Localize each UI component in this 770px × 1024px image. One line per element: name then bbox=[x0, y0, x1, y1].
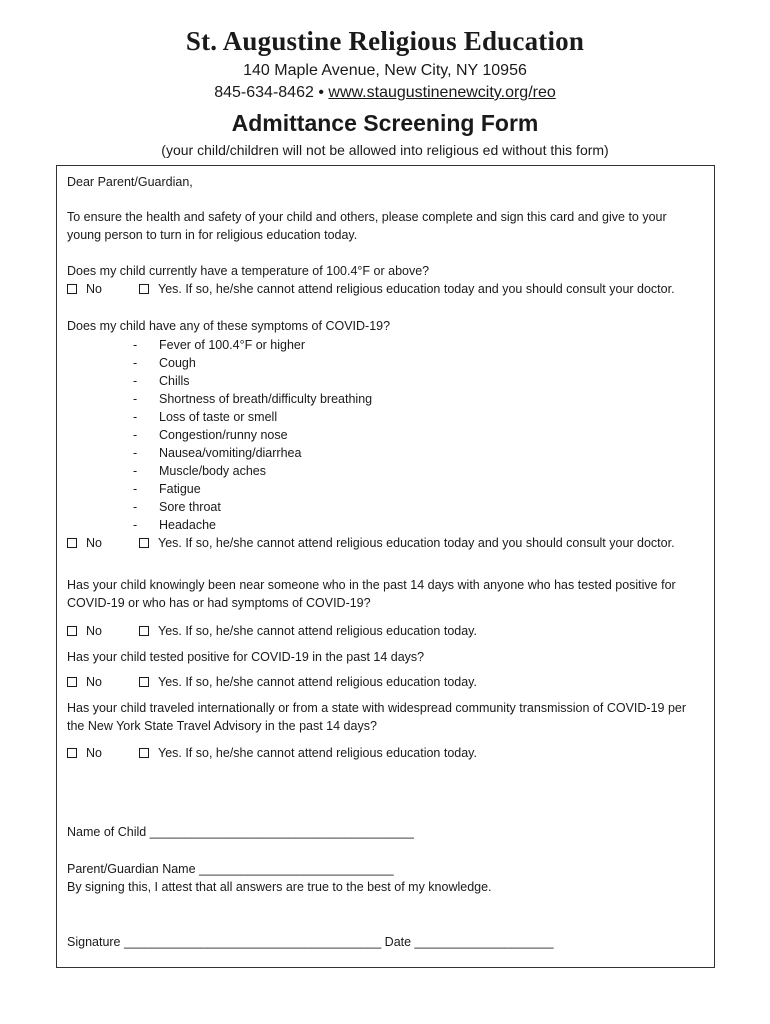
phone-number: 845-634-8462 bbox=[214, 84, 314, 101]
organization-title: St. Augustine Religious Education bbox=[185, 26, 585, 56]
website-link[interactable]: www.staugustinenewcity.org/reo bbox=[328, 84, 556, 101]
option-no-label: No bbox=[86, 624, 102, 638]
option-yes-label: Yes. If so, he/she cannot attend religious education today. bbox=[158, 675, 477, 689]
option-no-label: No bbox=[86, 675, 102, 689]
option-no[interactable] bbox=[67, 622, 102, 640]
option-yes-label: Yes. If so, he/she cannot attend religious education today. bbox=[158, 624, 477, 638]
question-temperature: Does my child currently have a temperature of 100.4°F or above? bbox=[67, 264, 430, 278]
intro-paragraph: To ensure the health and safety of your child and others, please complete and sign this card and give to your young person to turn in for religious education today. bbox=[67, 210, 667, 242]
option-yes[interactable] bbox=[139, 280, 675, 298]
checkbox-no-travel[interactable] bbox=[67, 748, 77, 758]
checkbox-yes-exposure[interactable] bbox=[139, 626, 149, 636]
separator-bullet: • bbox=[318, 84, 324, 101]
option-no-label: No bbox=[86, 282, 102, 296]
checkbox-no-exposure[interactable] bbox=[67, 626, 77, 636]
form-title: Admittance Screening Form bbox=[231, 110, 539, 136]
option-yes[interactable] bbox=[139, 744, 477, 762]
option-yes-label: Yes. If so, he/she cannot attend religious education today and you should consult your doctor. bbox=[158, 536, 675, 550]
address-line: 140 Maple Avenue, New City, NY 10956 bbox=[243, 62, 527, 79]
checkbox-yes-travel[interactable] bbox=[139, 748, 149, 758]
option-no[interactable] bbox=[67, 280, 102, 298]
checkbox-yes-tested-positive[interactable] bbox=[139, 677, 149, 687]
question-exposure: Has your child knowingly been near someone who in the past 14 days with anyone who has tested positive for COVID-19 or who has or had symptoms of COVID-19? bbox=[67, 578, 676, 610]
option-no-label: No bbox=[86, 536, 102, 550]
option-no[interactable] bbox=[67, 744, 102, 762]
checkbox-no-temperature[interactable] bbox=[67, 284, 77, 294]
option-yes-label: Yes. If so, he/she cannot attend religious education today. bbox=[158, 746, 477, 760]
form-header bbox=[0, 24, 770, 160]
question-tested-positive: Has your child tested positive for COVID-19 in the past 14 days? bbox=[67, 650, 425, 664]
child-name-field[interactable]: Name of Child ______________________________________ bbox=[67, 825, 414, 839]
option-no-label: No bbox=[86, 746, 102, 760]
guardian-name-field[interactable]: Parent/Guardian Name ____________________________ bbox=[67, 862, 394, 876]
option-yes[interactable] bbox=[139, 673, 477, 691]
option-no[interactable] bbox=[67, 673, 102, 691]
signature-date-field[interactable]: Signature _____________________________________ Date ____________________ bbox=[67, 935, 554, 949]
contact-line bbox=[0, 82, 770, 104]
form-body-frame: Dear Parent/Guardian, To ensure the health and safety of your child and others, please complete and sign this card and give to your young person to turn in for religious education today. Does my child currently have a temperature of 100.4°F or above? No Yes. If so, he/she cannot attend religious education today and you should consult your doctor. Does my child have any of these symptoms of COVID-19? - Fever of 100.4°F or higher - Cough - Chills - Shortness of breath/difficulty breathing - Loss of taste or smell - Congestion/runny nose - Nausea/vomiting/diarrhea - Muscle/body aches - Fatigue - Sore throat - Headache No Yes. If so, he/she cannot attend religious education today and you should consult your doctor. Has your child knowingly been near someone who in the past 14 days with anyone who has tested positive for COVID-19 or who has or had symptoms of COVID-19? No Yes. If so, he/she cannot attend religious education today. Has your child tested positive for COVID-19 in the past 14 days? No Yes. If so, he/she cannot attend religious education today. Has your child traveled internationally or from a state with widespread community transmission of COVID-19 per the New York State Travel Advisory in the past 14 days? No Yes. If so, he/she cannot attend religious education today. Name of Child ______________________________________ Parent/Guardian Name ____________________________ By signing this, I attest that all answers are true to the best of my knowledge. Signature _____________________________________ Date ____________________ bbox=[56, 165, 715, 968]
checkbox-no-tested-positive[interactable] bbox=[67, 677, 77, 687]
option-yes-label: Yes. If so, he/she cannot attend religious education today and you should consult your doctor. bbox=[158, 282, 675, 296]
option-no[interactable] bbox=[67, 534, 102, 552]
form-subtitle: (your child/children will not be allowed into religious ed without this form) bbox=[161, 142, 609, 158]
attestation-text: By signing this, I attest that all answers are true to the best of my knowledge. bbox=[67, 880, 492, 894]
question-travel: Has your child traveled internationally or from a state with widespread community transmission of COVID-19 per the New York State Travel Advisory in the past 14 days? bbox=[67, 701, 687, 733]
option-yes[interactable] bbox=[139, 622, 477, 640]
question-symptoms: Does my child have any of these symptoms of COVID-19? bbox=[67, 319, 391, 333]
greeting: Dear Parent/Guardian, bbox=[67, 175, 193, 189]
checkbox-no-symptoms[interactable] bbox=[67, 538, 77, 548]
option-yes[interactable] bbox=[139, 534, 675, 552]
checkbox-yes-temperature[interactable] bbox=[139, 284, 149, 294]
checkbox-yes-symptoms[interactable] bbox=[139, 538, 149, 548]
